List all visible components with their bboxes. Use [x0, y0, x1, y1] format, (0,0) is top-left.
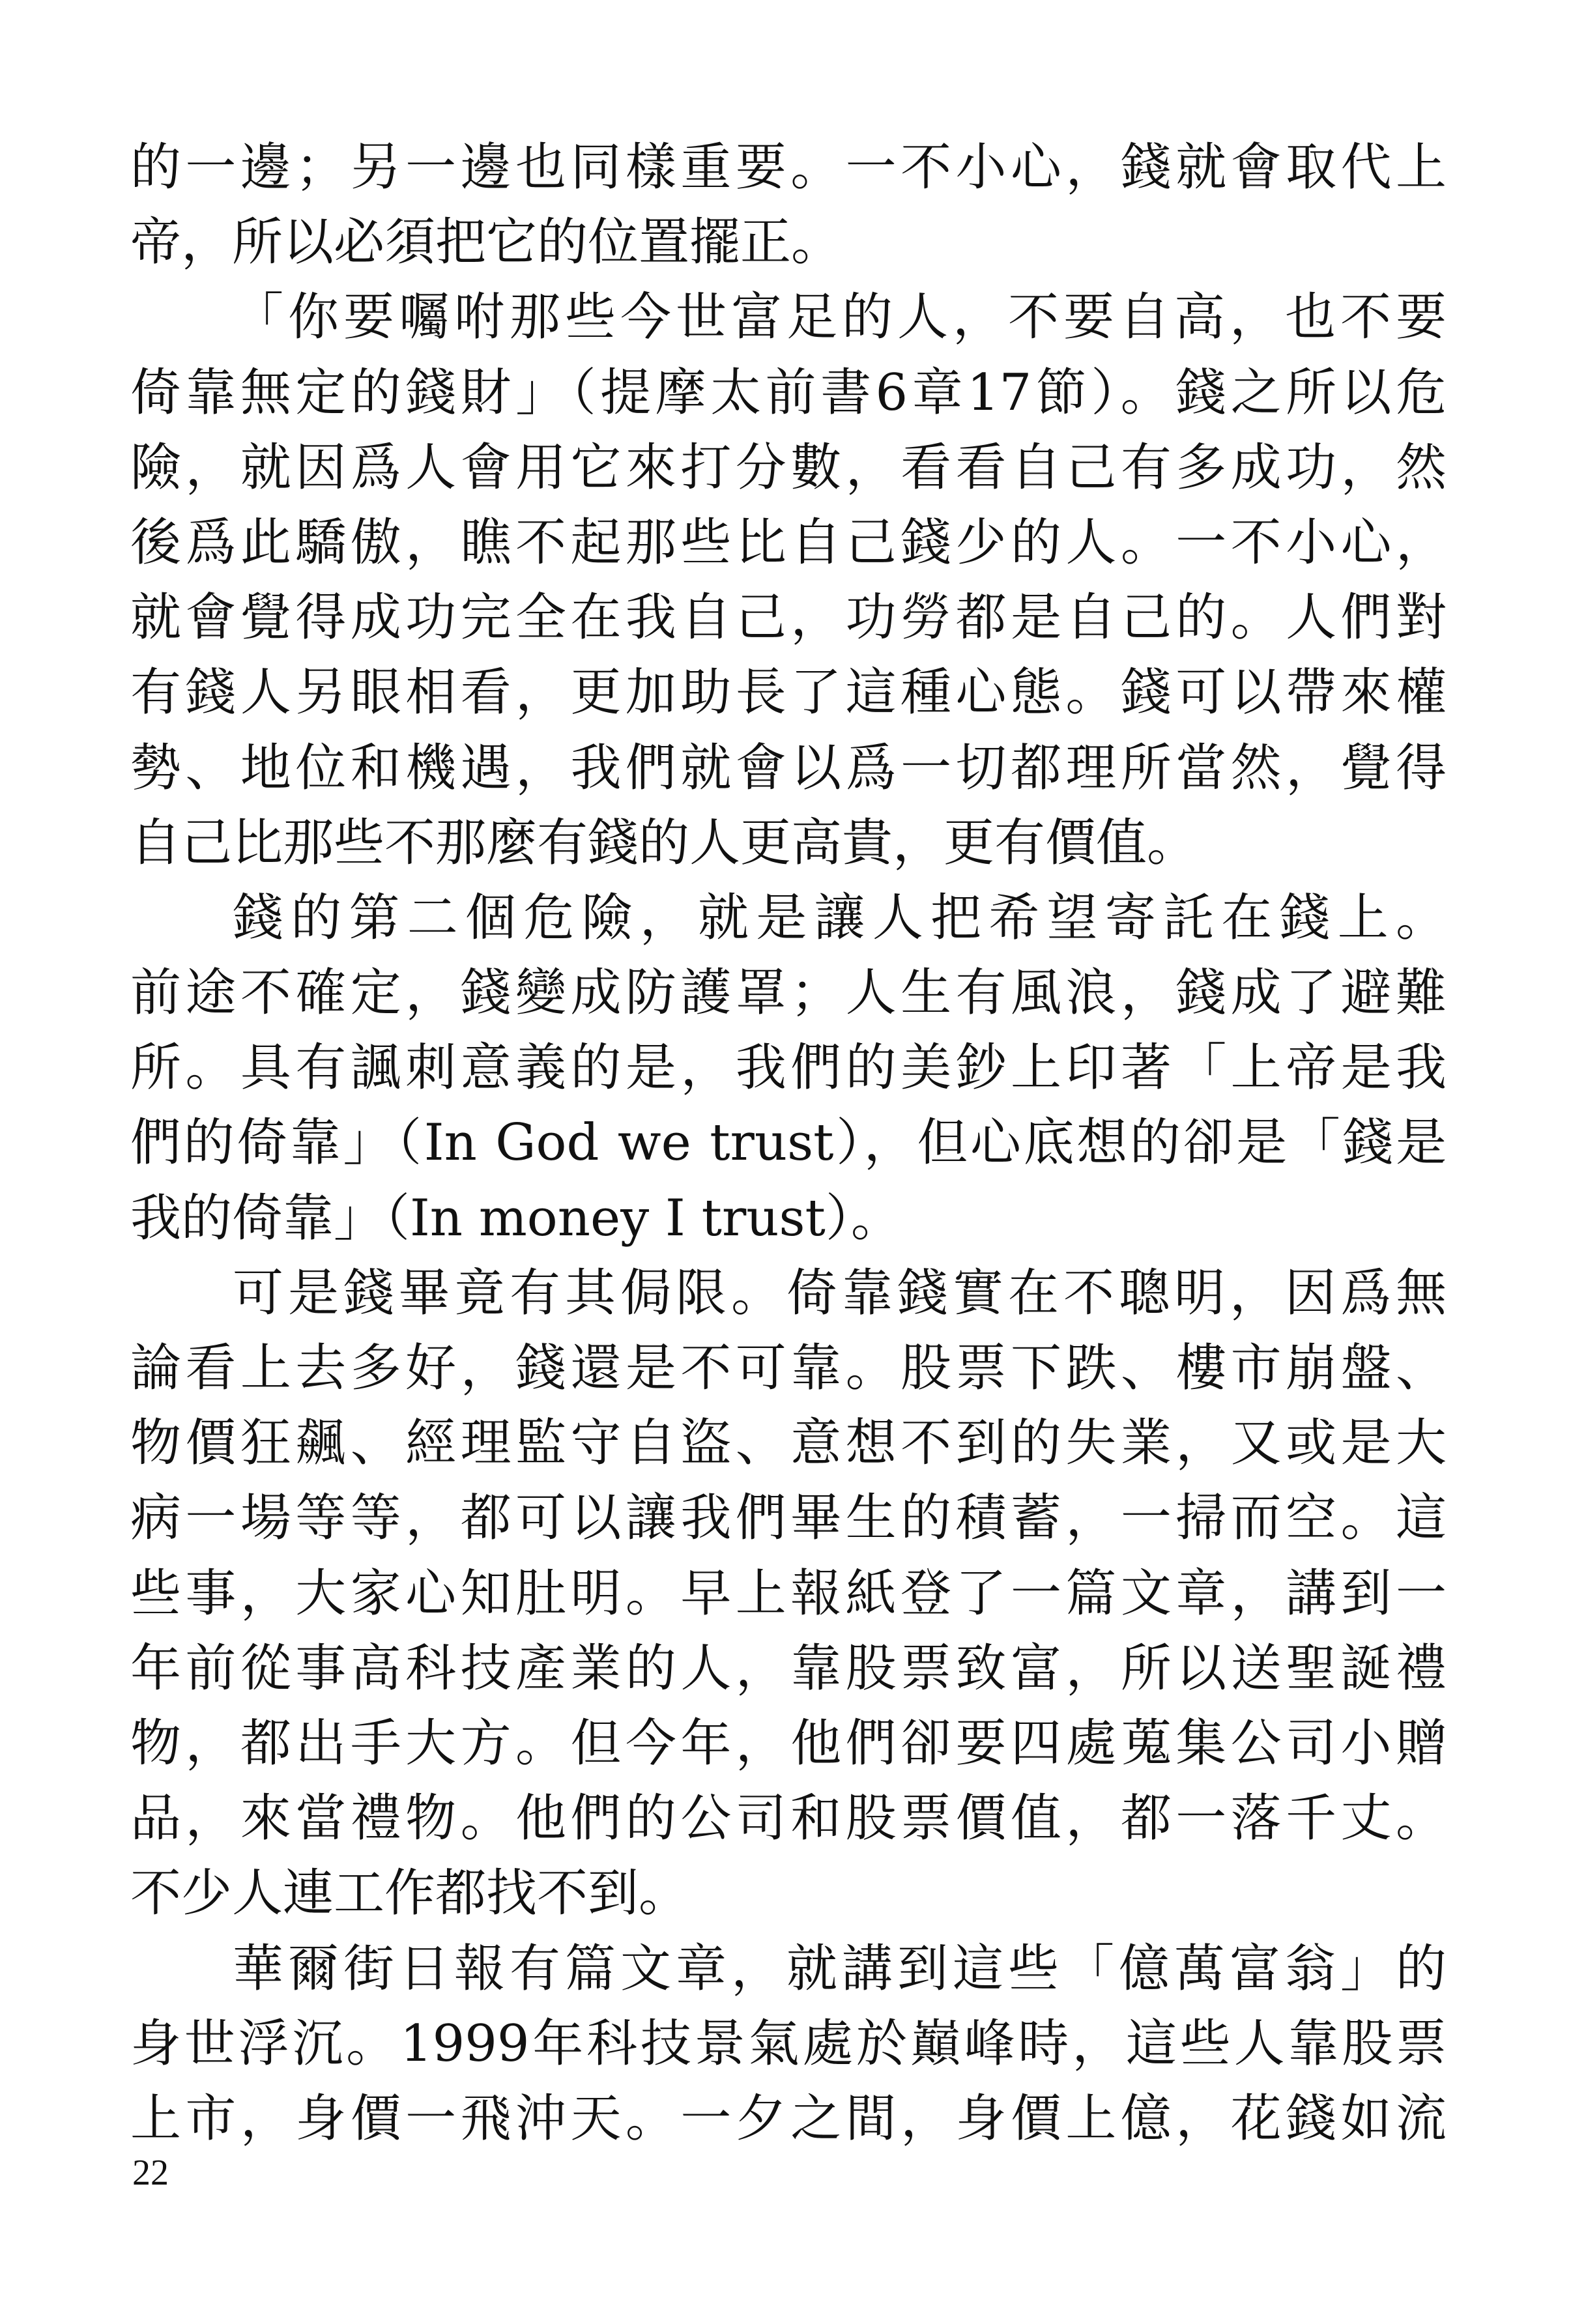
text-line: 自己比那些不那麼有錢的人更高貴，更有價值。 — [130, 813, 1198, 872]
text-line: 論看上去多好，錢還是不可靠。股票下跌、樓市崩盤、 — [130, 1339, 1447, 1398]
text-line: 勢、地位和機遇，我們就會以爲一切都理所當然，覺得 — [130, 738, 1447, 797]
text-line: 不少人連工作都找不到。 — [130, 1864, 690, 1923]
text-line: 倚靠無定的錢財」（提摩太前書6章17節）。錢之所以危 — [130, 363, 1447, 422]
text-line: 就會覺得成功完全在我自己，功勞都是自己的。人們對 — [130, 588, 1447, 648]
text-line: 後爲此驕傲，瞧不起那些比自己錢少的人。一不小心， — [130, 513, 1447, 572]
text-line: 險，就因爲人會用它來打分數，看看自己有多成功，然 — [130, 438, 1447, 497]
text-line: 些事，大家心知肚明。早上報紙登了一篇文章，講到一 — [130, 1564, 1447, 1623]
text-line: 華爾街日報有篇文章，就講到這些「億萬富翁」的 — [233, 1939, 1447, 1998]
text-line: 「你要囑咐那些今世富足的人，不要自高，也不要 — [233, 288, 1447, 347]
text-line: 上市，身價一飛沖天。一夕之間，身價上億，花錢如流 — [130, 2089, 1447, 2148]
text-line: 物，都出手大方。但今年，他們卻要四處蒐集公司小贈 — [130, 1714, 1447, 1773]
text-line: 物價狂飆、經理監守自盜、意想不到的失業，又或是大 — [130, 1414, 1447, 1473]
body-text — [130, 130, 1447, 2157]
text-line: 錢的第二個危險，就是讓人把希望寄託在錢上。 — [233, 888, 1447, 947]
text-line: 們的倚靠」（In God we trust），但心底想的卻是「錢是 — [130, 1113, 1447, 1173]
text-line: 前途不確定，錢變成防護罩；人生有風浪，錢成了避難 — [130, 964, 1447, 1023]
text-line: 有錢人另眼相看，更加助長了這種心態。錢可以帶來權 — [130, 663, 1447, 723]
text-line: 帝，所以必須把它的位置擺正。 — [130, 213, 843, 272]
text-line: 品，來當禮物。他們的公司和股票價值，都一落千丈。 — [130, 1789, 1447, 1848]
text-line: 的一邊；另一邊也同樣重要。一不小心，錢就會取代上 — [130, 138, 1447, 197]
page-number: 22 — [132, 2153, 169, 2193]
text-line: 所。具有諷刺意義的是，我們的美鈔上印著「上帝是我 — [130, 1039, 1447, 1098]
text-line: 身世浮沉。1999年科技景氣處於巔峰時，這些人靠股票 — [130, 2014, 1447, 2073]
text-line: 病一場等等，都可以讓我們畢生的積蓄，一掃而空。這 — [130, 1489, 1447, 1548]
text-line: 可是錢畢竟有其侷限。倚靠錢實在不聰明，因爲無 — [233, 1263, 1447, 1323]
text-line: 我的倚靠」（In money I trust）。 — [130, 1188, 902, 1248]
text-line: 年前從事高科技產業的人，靠股票致富，所以送聖誕禮 — [130, 1639, 1447, 1698]
